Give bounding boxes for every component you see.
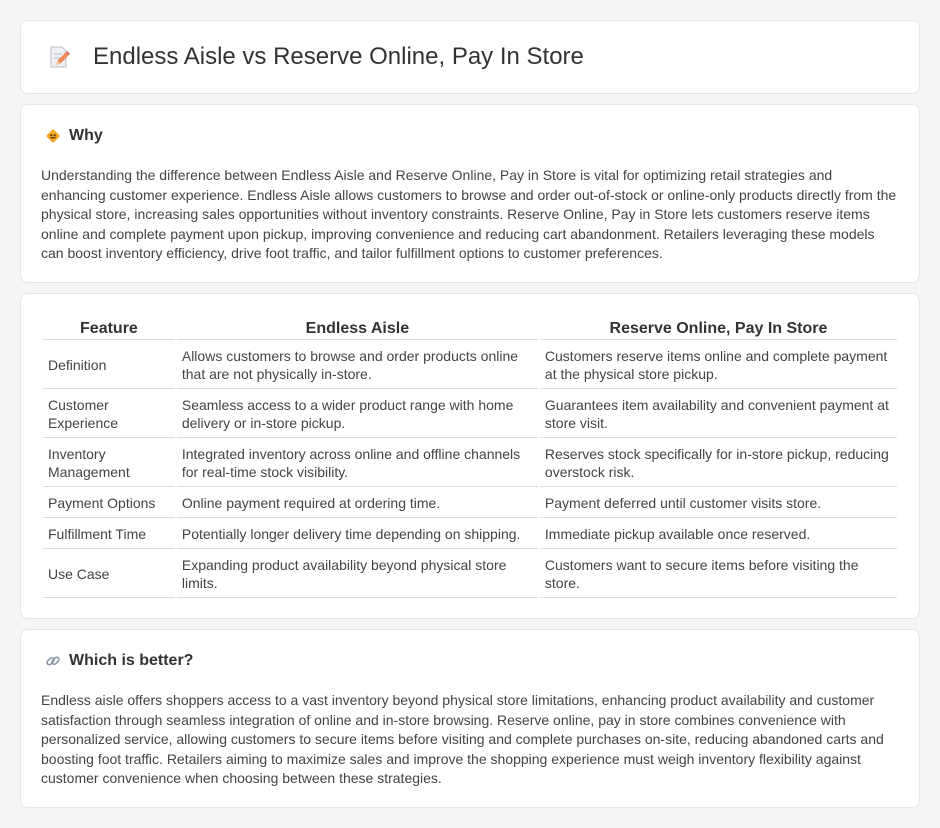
endless-aisle-cell: Expanding product availability beyond physical store limits. xyxy=(177,551,538,598)
reserve-online-cell: Guarantees item availability and convenient payment at store visit. xyxy=(540,391,897,438)
better-heading: Which is better? xyxy=(69,652,194,669)
better-heading-row xyxy=(45,652,193,670)
header-reserve-online: Reserve Online, Pay In Store xyxy=(540,318,897,340)
link-icon xyxy=(45,653,61,669)
feature-cell: Customer Experience xyxy=(43,391,175,438)
comparison-card xyxy=(20,293,920,619)
why-heading: Why xyxy=(69,127,103,144)
table-row xyxy=(43,489,897,518)
header-endless-aisle: Endless Aisle xyxy=(177,318,538,340)
header-feature: Feature xyxy=(43,318,175,340)
table-row xyxy=(43,440,897,487)
reserve-online-cell: Immediate pickup available once reserved. xyxy=(540,520,897,549)
table-row xyxy=(43,520,897,549)
endless-aisle-cell: Potentially longer delivery time depending on shipping. xyxy=(177,520,538,549)
title-card xyxy=(20,20,920,94)
title-row xyxy=(21,21,919,93)
feature-cell: Inventory Management xyxy=(43,440,175,487)
why-card xyxy=(20,104,920,283)
endless-aisle-cell: Allows customers to browse and order products online that are not physically in-store. xyxy=(177,342,538,389)
warning-sign-icon xyxy=(45,128,61,144)
endless-aisle-cell: Online payment required at ordering time. xyxy=(177,489,538,518)
reserve-online-cell: Reserves stock specifically for in-store pickup, reducing overstock risk. xyxy=(540,440,897,487)
table-row xyxy=(43,391,897,438)
why-heading-row xyxy=(45,127,103,145)
why-text: Understanding the difference between Endless Aisle and Reserve Online, Pay in Store is vital for optimizing retail strategies and enhancing customer experience. Endless Aisle allows customers to browse and order out-of-stock or online-only products directly from the physical store, increasing sales opportunities without inventory constraints. Reserve Online, Pay in Store lets customers reserve items online and complete payment upon pickup, improving convenience and reducing cart abandonment. Retailers leveraging these models can boost inventory efficiency, drive foot traffic, and tailor fulfillment options to customer preferences. xyxy=(41,167,897,262)
reserve-online-cell: Customers want to secure items before visiting the store. xyxy=(540,551,897,598)
feature-cell: Fulfillment Time xyxy=(43,520,175,549)
which-is-better-card xyxy=(20,629,920,808)
table-row xyxy=(43,551,897,598)
table-header-row xyxy=(43,318,897,340)
feature-cell: Payment Options xyxy=(43,489,175,518)
page-title: Endless Aisle vs Reserve Online, Pay In Store xyxy=(93,43,584,70)
table-row xyxy=(43,342,897,389)
endless-aisle-cell: Seamless access to a wider product range with home delivery or in-store pickup. xyxy=(177,391,538,438)
document-pencil-icon xyxy=(47,45,71,69)
better-text: Endless aisle offers shoppers access to a vast inventory beyond physical store limitations, enhancing product availability and customer satisfaction through seamless integration of online and in-store browsing. Reserve online, pay in store combines convenience with personalized service, allowing customers to secure items before visiting and complete purchases on-site, reducing abandoned carts and boosting foot traffic. Retailers aiming to maximize sales and improve the shopping experience must weigh inventory flexibility against customer convenience when choosing between these strategies. xyxy=(41,692,884,787)
reserve-online-cell: Payment deferred until customer visits store. xyxy=(540,489,897,518)
reserve-online-cell: Customers reserve items online and complete payment at the physical store pickup. xyxy=(540,342,897,389)
feature-cell: Use Case xyxy=(43,551,175,598)
feature-cell: Definition xyxy=(43,342,175,389)
comparison-table xyxy=(41,316,899,600)
endless-aisle-cell: Integrated inventory across online and offline channels for real-time stock visibility. xyxy=(177,440,538,487)
